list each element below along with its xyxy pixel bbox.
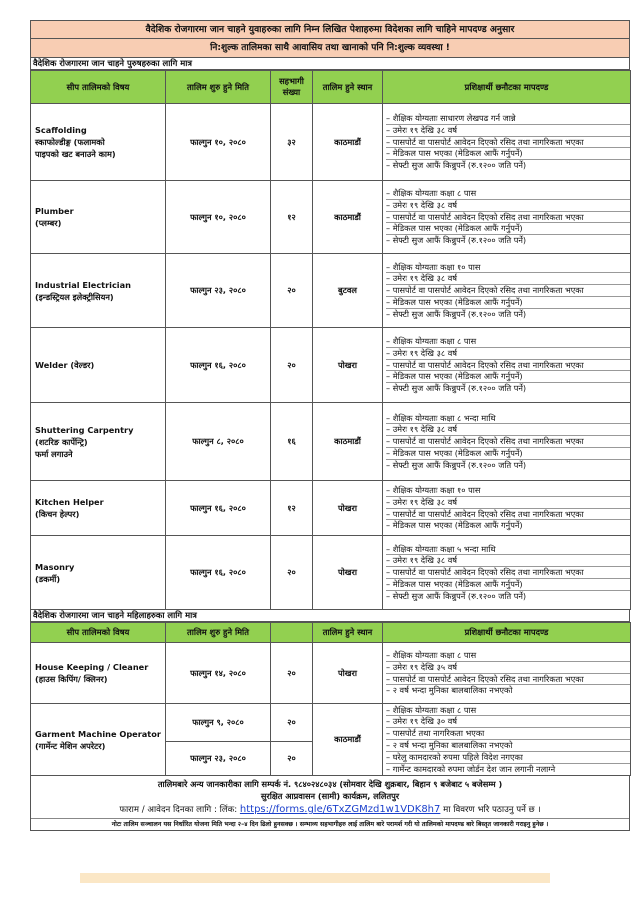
footer-note: नोटः तालिम सञ्चालन यस निर्धारित योजना मिति भन्दा २–४ दिन ढिलो हुनसक्छ । सम्भाव्य सहभागीहरु लाई तालिम बारे परामर्श गरी यो तालिमको मापदण्ड बारे बिस्तृत जानकारी गराइनु हुनेछ । — [31, 818, 629, 830]
selection-criteria — [383, 643, 631, 704]
subject-name-line: House Keeping / Cleaner — [35, 662, 149, 672]
subject-name-line: Plumber — [35, 206, 74, 216]
header-participants — [271, 71, 313, 104]
participant-count: २० — [271, 536, 313, 610]
garment-count-1: २० — [271, 704, 313, 742]
footer — [30, 776, 630, 831]
criteria-line: – उमेरः १९ देखि ३८ वर्ष — [386, 200, 630, 212]
form-suffix: मा विवरण भरि पठाउनु पर्ने छ । — [440, 805, 541, 815]
table-row — [31, 704, 631, 742]
garment-count-2: २० — [271, 742, 313, 776]
subject-name-line: (हाउस किपिंग/ क्लिनर) — [35, 674, 108, 684]
training-subject — [31, 254, 166, 328]
criteria-line: – सेफ्टी सुज आफैं किन्नुपर्ने (रु.१२०० जति पर्ने) — [386, 160, 527, 171]
training-date: फाल्गुन १४, २०८० — [166, 643, 271, 704]
section-women-heading: वैदेशिक रोजगारमा जान चाहने महिलाहरुका लागि मात्र — [30, 610, 630, 622]
form-line — [31, 802, 629, 818]
training-subject — [31, 328, 166, 403]
training-date: फाल्गुन ८, २०८० — [166, 403, 271, 481]
training-location: काठमाडौं — [313, 181, 383, 254]
criteria-line: – उमेरः १९ देखि ३८ वर्ष — [386, 273, 630, 285]
training-subject — [31, 403, 166, 481]
header-participants-empty — [271, 623, 313, 643]
training-location: पोखरा — [313, 536, 383, 610]
header-location: तालिम हुने स्थान — [313, 71, 383, 104]
training-date: फाल्गुन १०, २०८० — [166, 181, 271, 254]
table-row — [31, 328, 631, 403]
header-subject: सीप तालिमको विषय — [31, 71, 166, 104]
title-line-1: वैदेशिक रोजगारमा जान चाहने युवाहरुका लागि निम्न लिखित पेशाहरुमा विदेशका लागि चाहिने मापदण्ड अनुसार — [30, 20, 630, 39]
header-participants-line2: संख्या — [282, 87, 301, 97]
header-start-date: तालिम शुरु हुने मिति — [166, 623, 271, 643]
garment-subject-cell — [31, 704, 166, 776]
criteria-line: – मेडिकल पास भएका (मेडिकल आफैं गर्नुपर्ने) — [386, 448, 630, 460]
header-criteria: प्रशिक्षार्थी छनौटका मापदण्ड — [383, 71, 631, 104]
criteria-line: – पासपोर्ट वा पासपोर्ट आवेदन दिएको रसिद तथा नागरिकता भएका — [386, 212, 630, 224]
criteria-line: – उमेरः १९ देखि ३० वर्ष — [386, 716, 630, 728]
table-row — [31, 481, 631, 536]
header-subject: सीप तालिमको विषय — [31, 623, 166, 643]
training-subject — [31, 481, 166, 536]
women-training-table — [30, 622, 631, 776]
training-date: फाल्गुन १६, २०८० — [166, 481, 271, 536]
subject-name-line: Shuttering Carpentry — [35, 424, 134, 435]
criteria-line: – २ वर्ष भन्दा मुनिका बालबालिका नभएको — [386, 740, 630, 752]
selection-criteria — [383, 481, 631, 536]
criteria-line: – शैक्षिक योग्यताः कक्षा ८ पास — [386, 336, 630, 348]
training-date: फाल्गुन २३, २०८० — [166, 254, 271, 328]
criteria-line: – मेडिकल पास भएका (मेडिकल आफैं गर्नुपर्ने) — [386, 297, 630, 309]
men-training-table — [30, 70, 631, 610]
criteria-line: – शैक्षिक योग्यताः कक्षा १० पास — [386, 262, 630, 274]
training-subject — [31, 536, 166, 610]
criteria-line: – उमेरः १९ देखि ३८ वर्ष — [386, 424, 630, 436]
table-row — [31, 181, 631, 254]
criteria-line: – शैक्षिक योग्यताः कक्षा ८ पास — [386, 650, 630, 662]
header-criteria: प्रशिक्षार्थी छनौटका मापदण्ड — [383, 623, 631, 643]
garment-criteria — [383, 704, 631, 776]
criteria-line: – गार्मेन्ट कामदारको रुपमा जोर्डन देश जान लगानी नलाग्ने — [386, 763, 556, 774]
subject-name-line: स्काफोल्डीङ्ग (फलामको — [35, 137, 105, 147]
criteria-line: – पासपोर्ट तथा नागरिकता भएका — [386, 728, 630, 740]
criteria-line: – मेडिकल पास भएका (मेडिकल आफैं गर्नुपर्ने) — [386, 579, 630, 591]
table-row — [31, 254, 631, 328]
subject-name-line: फर्मा लगाउने — [35, 448, 73, 459]
criteria-line: – पासपोर्ट वा पासपोर्ट आवेदन दिएको रसिद तथा नागरिकता भएका — [386, 285, 630, 297]
garment-date-2: फाल्गुन २३, २०८० — [166, 742, 271, 776]
garment-place: काठमाडौं — [313, 704, 383, 776]
criteria-line: – पासपोर्ट वा पासपोर्ट आवेदन दिएको रसिद तथा नागरिकता भएका — [386, 137, 630, 149]
criteria-line: – पासपोर्ट वा पासपोर्ट आवेदन दिएको रसिद तथा नागरिकता भएका — [386, 674, 630, 686]
criteria-line: – उमेरः १९ देखि ३८ वर्ष — [386, 497, 630, 509]
criteria-line: – मेडिकल पास भएका (मेडिकल आफैं गर्नुपर्ने) — [386, 371, 630, 383]
criteria-line: – मेडिकल पास भएका (मेडिकल आफैं गर्नुपर्ने) — [386, 520, 523, 531]
participant-count: २० — [271, 254, 313, 328]
subject-name-line: (डकर्मी) — [35, 573, 61, 584]
criteria-line: – उमेरः १९ देखि ३८ वर्ष — [386, 125, 630, 137]
training-date: फाल्गुन १६, २०८० — [166, 536, 271, 610]
participant-count: २० — [271, 328, 313, 403]
criteria-line: – घरेलु कामदारको रुपमा पहिले विदेश नगएका — [386, 752, 630, 764]
subject-name-line: Welder (वेल्डर) — [35, 360, 95, 370]
criteria-line: – शैक्षिक योग्यताः साधारण लेखपढ गर्न जान्ने — [386, 113, 630, 125]
subject-name-line: Masonry — [35, 561, 75, 572]
garment-date-1: फाल्गुन ९, २०८० — [166, 704, 271, 742]
subject-name-line: Scaffolding — [35, 125, 87, 135]
header-location: तालिम हुने स्थान — [313, 623, 383, 643]
selection-criteria — [383, 254, 631, 328]
selection-criteria — [383, 181, 631, 254]
criteria-line: – मेडिकल पास भएका (मेडिकल आफैं गर्नुपर्ने) — [386, 148, 630, 160]
criteria-line: – शैक्षिक योग्यताः कक्षा ५ भन्दा माथि — [386, 544, 630, 556]
subject-name-line: Industrial Electrician — [35, 279, 131, 290]
subject-name-line: पाइपको खट बनाउने काम) — [35, 149, 116, 159]
criteria-line: – उमेरः १९ देखि ३५ वर्ष — [386, 662, 630, 674]
participant-count: १२ — [271, 181, 313, 254]
subject-name-line: (किचन हेल्पर) — [35, 509, 80, 519]
training-location: काठमाडौं — [313, 104, 383, 181]
contact-info: तालिमबारे अन्य जानकारीका लागि सम्पर्क नं. ९८४०२४८०३४ (सोमवार देखि शुक्रबार, बिहान ९ बजेबाट ५ बजेसम्म ) — [157, 779, 503, 789]
table-row — [31, 643, 631, 704]
participant-count: ३२ — [271, 104, 313, 181]
training-location: काठमाडौं — [313, 403, 383, 481]
participant-count: २० — [271, 643, 313, 704]
criteria-line: – सेफ्टी सुज आफैं किन्नुपर्ने (रु.१२०० जति पर्ने) — [386, 590, 527, 601]
subject-name-line: (शटरिङ कार्पेन्ट्रि) — [35, 436, 88, 447]
header-participants-line1: सहभागी — [279, 76, 304, 86]
training-location: बुटवल — [313, 254, 383, 328]
training-subject — [31, 181, 166, 254]
selection-criteria — [383, 403, 631, 481]
criteria-line: – सेफ्टी सुज आफैं किन्नुपर्ने (रु.१२०० जति पर्ने) — [386, 383, 527, 394]
program-name: सुरक्षित आप्रवासन (सामी) कार्यक्रम, ललितपुर — [260, 791, 400, 801]
training-subject — [31, 104, 166, 181]
training-location: पोखरा — [313, 481, 383, 536]
subject-name-line: (प्लम्बर) — [35, 218, 62, 228]
table-row — [31, 536, 631, 610]
criteria-line: – उमेरः १९ देखि ३८ वर्ष — [386, 555, 630, 567]
garment-name-np: (गार्मेन्ट मेशिन अपरेटर) — [35, 740, 106, 751]
criteria-line: – शैक्षिक योग्यताः कक्षा १० पास — [386, 485, 630, 497]
form-link[interactable]: https://forms.gle/6TxZGMzd1w1VDK8h7 — [239, 804, 441, 815]
training-location: पोखरा — [313, 643, 383, 704]
subject-name-line: Kitchen Helper — [35, 497, 104, 507]
garment-name-en: Garment Machine Operator — [35, 728, 161, 739]
training-subject — [31, 643, 166, 704]
flyer-sheet — [30, 20, 630, 831]
title-line-2: नि:शुल्क तालिमका साथै आवासिय तथा खानाको पनि नि:शुल्क व्यवस्था ! — [30, 39, 630, 58]
criteria-line: – मेडिकल पास भएका (मेडिकल आफैं गर्नुपर्ने) — [386, 223, 630, 235]
training-date: फाल्गुन १६, २०८० — [166, 328, 271, 403]
subject-name-line: (इन्डस्ट्रियल इलेक्ट्रीसियन) — [35, 291, 114, 302]
criteria-line: – पासपोर्ट वा पासपोर्ट आवेदन दिएको रसिद तथा नागरिकता भएका — [386, 436, 630, 448]
table-row — [31, 104, 631, 181]
criteria-line: – शैक्षिक योग्यताः कक्षा ८ पास — [386, 705, 630, 717]
criteria-line: – पासपोर्ट वा पासपोर्ट आवेदन दिएको रसिद तथा नागरिकता भएका — [386, 509, 630, 521]
table-row — [31, 403, 631, 481]
criteria-line: – सेफ्टी सुज आफैं किन्नुपर्ने (रु.१२०० जति पर्ने) — [386, 459, 527, 470]
form-prefix: फाराम / आवेदन दिनका लागि : लिंक: — [119, 805, 240, 815]
selection-criteria — [383, 328, 631, 403]
criteria-line: – शैक्षिक योग्यताः कक्षा ८ भन्दा माथि — [386, 413, 630, 425]
decorative-stripe — [80, 873, 550, 883]
participant-count: १६ — [271, 403, 313, 481]
criteria-line: – पासपोर्ट वा पासपोर्ट आवेदन दिएको रसिद तथा नागरिकता भएका — [386, 360, 630, 372]
selection-criteria — [383, 104, 631, 181]
criteria-line: – सेफ्टी सुज आफैं किन्नुपर्ने (रु.१२०० जति पर्ने) — [386, 308, 527, 319]
participant-count: १२ — [271, 481, 313, 536]
criteria-line: – २ वर्ष भन्दा मुनिका बालबालिका नभएको — [386, 685, 513, 696]
criteria-line: – उमेरः १९ देखि ३८ वर्ष — [386, 348, 630, 360]
section-men-heading: वैदेशिक रोजगारमा जान चाहने पुरुषहरुका लागि मात्र — [30, 58, 630, 70]
criteria-line: – सेफ्टी सुज आफैं किन्नुपर्ने (रु.१२०० जति पर्ने) — [386, 235, 527, 246]
criteria-line: – शैक्षिक योग्यताः कक्षा ८ पास — [386, 188, 630, 200]
criteria-line: – पासपोर्ट वा पासपोर्ट आवेदन दिएको रसिद तथा नागरिकता भएका — [386, 567, 630, 579]
training-location: पोखरा — [313, 328, 383, 403]
header-start-date: तालिम शुरु हुने मिति — [166, 71, 271, 104]
training-date: फाल्गुन १०, २०८० — [166, 104, 271, 181]
selection-criteria — [383, 536, 631, 610]
